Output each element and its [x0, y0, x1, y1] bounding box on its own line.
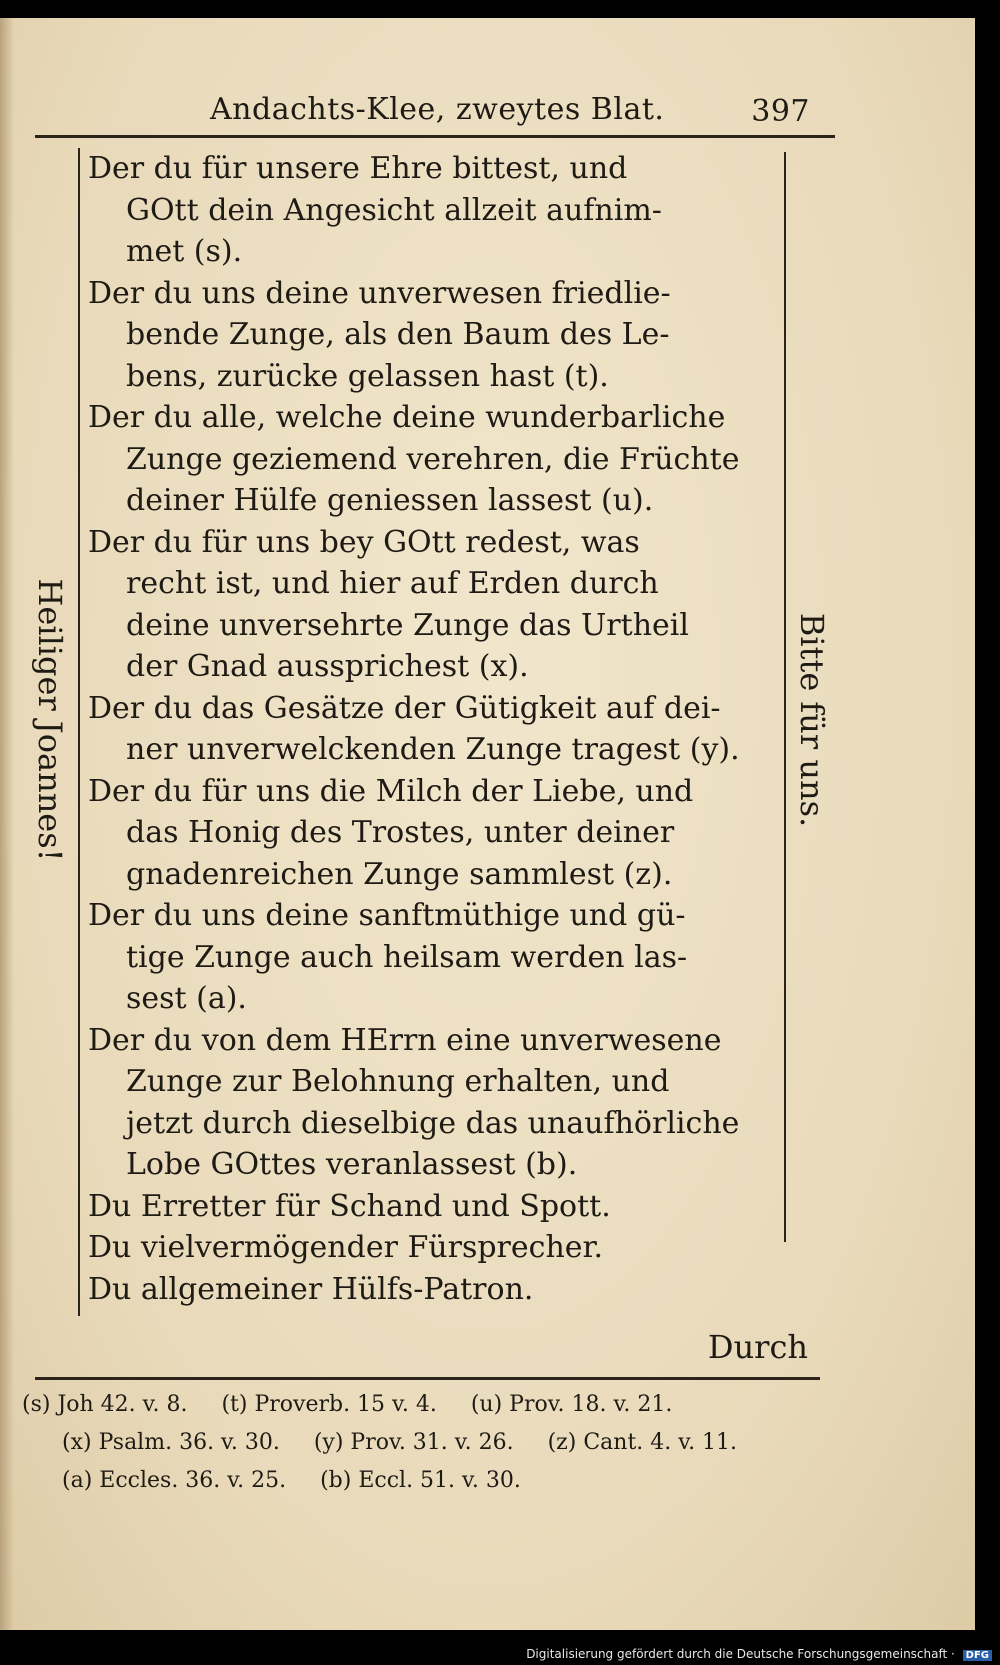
footnote-rule: [35, 1377, 820, 1380]
litany-line: Der du für uns die Milch der Liebe, und: [88, 773, 694, 809]
footnote: (u) Prov. 18. v. 21.: [470, 1392, 673, 1417]
left-side-label: Heiliger Joannes!: [31, 578, 69, 862]
footnotes: [22, 1386, 822, 1500]
litany-entry: [88, 771, 778, 896]
litany-line: deiner Hülfe geniessen lassest (u).: [126, 483, 654, 518]
litany-line: der Gnad aussprichest (x).: [126, 649, 529, 684]
header-rule: [35, 135, 835, 138]
litany-line: tige Zunge auch heilsam werden las-: [126, 939, 688, 975]
litany-entry: [88, 895, 778, 1020]
litany-entry: [88, 397, 778, 522]
litany-line: met (s).: [126, 234, 243, 269]
litany-line: bende Zunge, als den Baum des Le-: [126, 317, 670, 352]
litany-line: gnadenreichen Zunge sammlest (z).: [126, 856, 673, 892]
litany-line: Der du das Gesätze der Gütigkeit auf dei-: [88, 690, 721, 726]
litany-line: Lobe GOttes veranlassest (b).: [126, 1147, 578, 1182]
litany-body: [88, 148, 778, 1310]
footnote: (b) Eccl. 51. v. 30.: [320, 1468, 521, 1493]
litany-line: das Honig des Trostes, unter deiner: [126, 815, 675, 850]
litany-line: GOtt dein Angesicht allzeit aufnim-: [126, 192, 662, 228]
litany-entry: [88, 273, 778, 398]
litany-line: jetzt durch dieselbige das unaufhörliche: [126, 1105, 740, 1141]
credit-text: Digitalisierung gefördert durch die Deutsche Forschungsgemeinschaft: [526, 1647, 948, 1661]
litany-entry: [88, 148, 778, 273]
footnote: (z) Cant. 4. v. 11.: [547, 1430, 738, 1455]
dfg-logo: DFG: [963, 1650, 992, 1661]
footnote: (a) Eccles. 36. v. 25.: [62, 1468, 287, 1493]
litany-line: Du vielvermögender Fürsprecher.: [88, 1230, 604, 1265]
litany-entry: [88, 688, 778, 771]
litany-line: Der du uns deine sanftmüthige und gü-: [88, 898, 686, 933]
litany-line: Der du für uns bey GOtt redest, was: [88, 524, 640, 560]
left-bracket-line: [78, 148, 80, 1316]
footnote: (s) Joh 42. v. 8.: [22, 1392, 188, 1417]
litany-line: Zunge zur Belohnung erhalten, und: [126, 1064, 670, 1099]
footnote-row: [22, 1462, 822, 1500]
litany-entry: [88, 1269, 778, 1311]
litany-line: Zunge geziemend verehren, die Früchte: [126, 441, 740, 477]
litany-entry: [88, 1186, 778, 1228]
litany-line: Du Erretter für Schand und Spott.: [88, 1188, 611, 1224]
right-side-label: Bitte für uns.: [793, 612, 831, 828]
footnote: (y) Prov. 31. v. 26.: [313, 1430, 514, 1455]
litany-entry: [88, 1020, 778, 1186]
footnote: (t) Proverb. 15 v. 4.: [221, 1392, 437, 1417]
footnote-row: [22, 1424, 822, 1462]
litany-line: Der du von dem HErrn eine unverwesene: [88, 1022, 722, 1058]
footnote-row: [22, 1386, 822, 1424]
litany-line: recht ist, und hier auf Erden durch: [126, 566, 659, 601]
litany-line: Der du für unsere Ehre bittest, und: [88, 151, 628, 186]
running-header: [210, 92, 810, 136]
page-number: 397: [751, 94, 810, 129]
litany-line: Der du alle, welche deine wunderbarliche: [88, 400, 726, 435]
digitization-credit: Digitalisierung gefördert durch die Deutsche Forschungsgemeinschaft · DFG: [526, 1647, 992, 1661]
right-bracket-line: [784, 152, 786, 1242]
litany-entry: [88, 1227, 778, 1269]
catchword: Durch: [707, 1328, 808, 1366]
litany-line: Der du uns deine unverwesen friedlie-: [88, 275, 671, 311]
litany-line: Du allgemeiner Hülfs-Patron.: [88, 1271, 534, 1307]
footnote: (x) Psalm. 36. v. 30.: [62, 1430, 280, 1455]
litany-line: sest (a).: [126, 981, 247, 1016]
litany-entry: [88, 522, 778, 688]
litany-line: bens, zurücke gelassen hast (t).: [126, 358, 609, 394]
litany-line: ner unverwelckenden Zunge tragest (y).: [126, 732, 740, 767]
running-title: Andachts-Klee, zweytes Blat.: [210, 92, 665, 127]
page-gutter-shadow: [0, 18, 14, 1630]
litany-line: deine unversehrte Zunge das Urtheil: [126, 607, 689, 643]
